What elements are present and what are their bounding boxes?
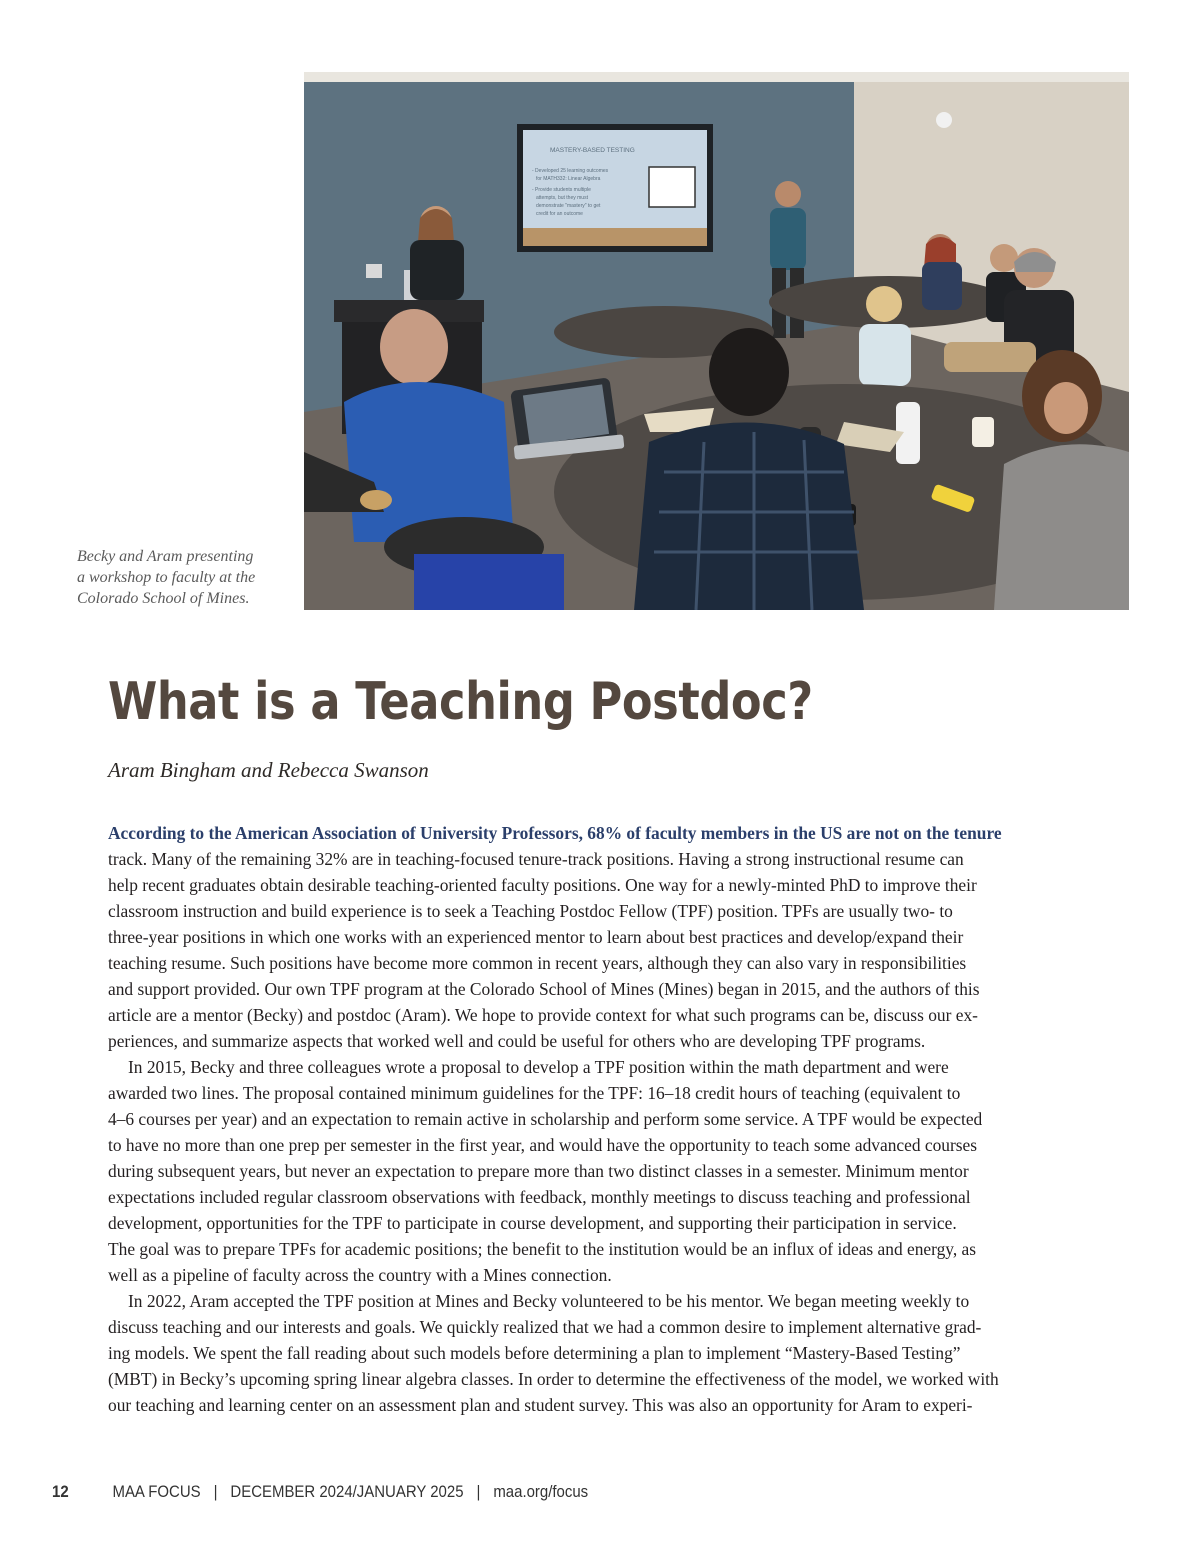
body-line: track. Many of the remaining 32% are in teaching-focused tenure-track positions. Having a strong instructional resume can — [108, 849, 964, 869]
screen-line: demonstrate "mastery" to get — [536, 203, 601, 209]
footer-url: maa.org/focus — [493, 1482, 589, 1501]
page-number: 12 — [52, 1482, 69, 1501]
workshop-photo — [304, 72, 1129, 610]
body-line: well as a pipeline of faculty across the country with a Mines connection. — [108, 1265, 612, 1285]
body-line: awarded two lines. The proposal contained minimum guidelines for the TPF: 16–18 credit hours of teaching (equivalent to — [108, 1083, 961, 1103]
body-line: classroom instruction and build experience is to seek a Teaching Postdoc Fellow (TPF) position. TPFs are usually two- to — [108, 901, 953, 921]
body-line: 4–6 courses per year) and an expectation to remain active in scholarship and perform some service. A TPF would be expected — [108, 1109, 983, 1129]
publication-name: MAA FOCUS — [112, 1482, 201, 1501]
caption-line: Colorado School of Mines. — [77, 590, 250, 607]
caption-line: Becky and Aram presenting — [77, 548, 254, 565]
article-body — [108, 820, 1130, 1418]
paragraph-start: In 2015, Becky and three colleagues wrote a proposal to develop a TPF position within the math department and were — [128, 1057, 949, 1077]
body-line: article are a mentor (Becky) and postdoc (Aram). We hope to provide context for what such programs can be, discuss our ex- — [108, 1005, 978, 1025]
issue-date: DECEMBER 2024/JANUARY 2025 — [230, 1482, 464, 1501]
body-line: development, opportunities for the TPF to participate in course development, and supporting their participation in service. — [108, 1213, 957, 1233]
body-line: three-year positions in which one works with an experienced mentor to learn about best practices and develop/expand their — [108, 927, 964, 947]
body-line: ing models. We spent the fall reading about such models before determining a plan to implement “Mastery-Based Testing” — [108, 1343, 961, 1363]
body-line: periences, and summarize aspects that worked well and could be useful for others who are developing TPF programs. — [108, 1031, 926, 1051]
screen-line: credit for an outcome — [536, 211, 583, 217]
footer-separator: | — [476, 1482, 481, 1501]
footer-separator: | — [213, 1482, 218, 1501]
paragraph-start: In 2022, Aram accepted the TPF position at Mines and Becky volunteered to be his mentor. We began meeting weekly to — [128, 1291, 970, 1311]
body-line: The goal was to prepare TPFs for academic positions; the benefit to the institution would be an influx of ideas and energy, as — [108, 1239, 977, 1259]
workshop-photo-illustration — [304, 72, 1129, 610]
article-title: What is a Teaching Postdoc? — [108, 672, 813, 732]
body-line: to have no more than one prep per semester in the first year, and would have the opportunity to teach some advanced courses — [108, 1135, 978, 1155]
body-line: our teaching and learning center on an assessment plan and student survey. This was also an opportunity for Aram to experi- — [108, 1395, 973, 1415]
body-line: during subsequent years, but never an expectation to prepare more than two distinct classes in a semester. Minimum mentor — [108, 1161, 969, 1181]
body-line: and support provided. Our own TPF program at the Colorado School of Mines (Mines) began in 2015, and the authors of this — [108, 979, 980, 999]
lead-sentence: According to the American Association of University Professors, 68% of faculty members in the US are not on the tenure — [108, 823, 1002, 843]
screen-line: - Developed 25 learning outcomes — [532, 168, 609, 174]
body-line: teaching resume. Such positions have become more common in recent years, although they can also vary in responsibilities — [108, 953, 967, 973]
screen-line: - Provide students multiple — [532, 187, 591, 193]
screen-line: for MATH332: Linear Algebra — [536, 176, 601, 182]
caption-line: a workshop to faculty at the — [77, 569, 256, 586]
body-line: help recent graduates obtain desirable teaching-oriented faculty positions. One way for a newly-minted PhD to improve their — [108, 875, 977, 895]
screen-title: MASTERY-BASED TESTING — [550, 147, 635, 154]
screen-line: attempts, but they must — [536, 195, 588, 201]
article-authors: Aram Bingham and Rebecca Swanson — [108, 758, 429, 782]
page-footer — [52, 1478, 588, 1506]
body-line: discuss teaching and our interests and goals. We quickly realized that we had a common desire to implement alternative grad- — [108, 1317, 982, 1337]
body-line: (MBT) in Becky’s upcoming spring linear algebra classes. In order to determine the effectiveness of the model, we worked with — [108, 1369, 999, 1389]
body-line: expectations included regular classroom observations with feedback, monthly meetings to discuss teaching and professional — [108, 1187, 971, 1207]
photo-caption — [77, 546, 292, 609]
